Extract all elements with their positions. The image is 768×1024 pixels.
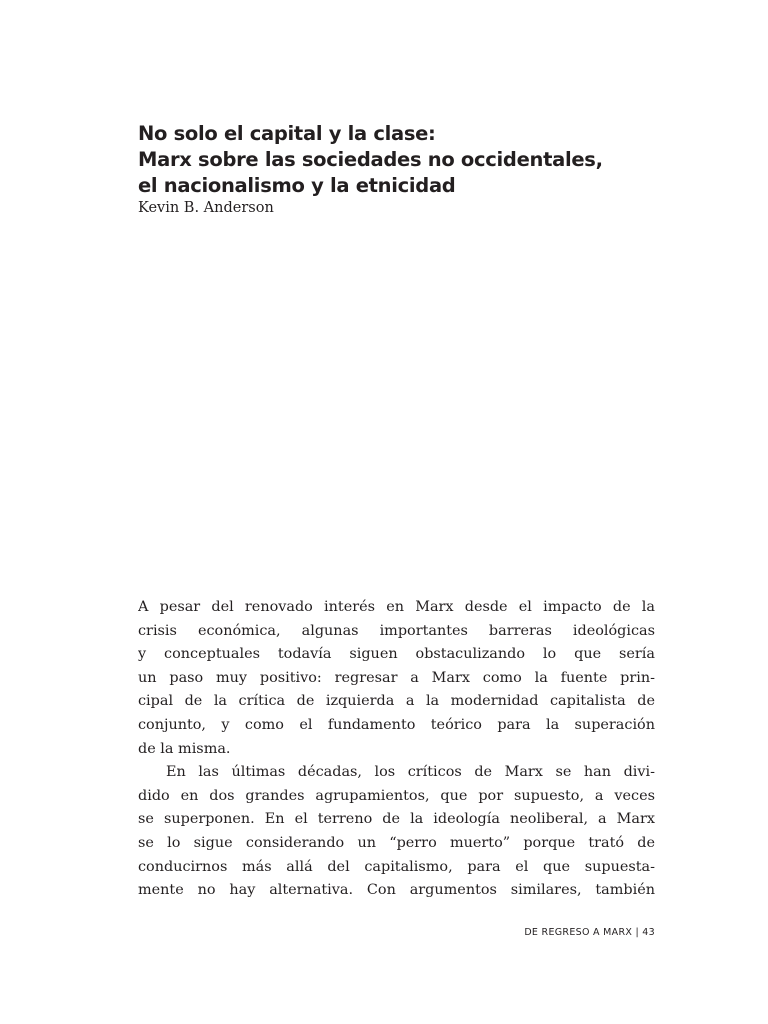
text-line: cipal de la crítica de izquierda a la modernidad capitalista de [138, 693, 655, 710]
text-line: conjunto, y como el fundamento teórico para la superación [138, 716, 655, 733]
chapter-author: Kevin B. Anderson [138, 200, 274, 216]
text-line: conducirnos más allá del capitalismo, para el que supuesta- [138, 858, 655, 875]
chapter-heading [138, 121, 658, 217]
text-line: de la misma. [138, 740, 231, 757]
text-line: un paso muy positivo: regresar a Marx como la fuente prin- [138, 669, 655, 686]
text-line: se superponen. En el terreno de la ideología neoliberal, a Marx [138, 811, 655, 828]
text-line: se lo sigue considerando un “perro muerto” porque trató de [138, 834, 655, 851]
running-footer: DE REGRESO A MARX | 43 [524, 927, 655, 938]
text-line: crisis económica, algunas importantes barreras ideológicas [138, 622, 655, 639]
text-line: En las últimas décadas, los críticos de Marx se han divi- [166, 764, 655, 781]
text-line: y conceptuales todavía siguen obstaculizando lo que sería [138, 646, 655, 663]
paragraph-2 [138, 761, 655, 903]
body-text [138, 596, 655, 903]
text-line: A pesar del renovado interés en Marx desde el impacto de la [138, 599, 655, 615]
chapter-title-line-3: el nacionalismo y la etnicidad [138, 174, 456, 197]
chapter-title-line-2: Marx sobre las sociedades no occidentales, [138, 148, 603, 171]
chapter-title-line-1: No solo el capital y la clase: [138, 122, 436, 145]
text-line: mente no hay alternativa. Con argumentos similares, también [138, 882, 655, 899]
paragraph-1 [138, 596, 655, 761]
text-line: dido en dos grandes agrupamientos, que por supuesto, a veces [138, 787, 655, 804]
